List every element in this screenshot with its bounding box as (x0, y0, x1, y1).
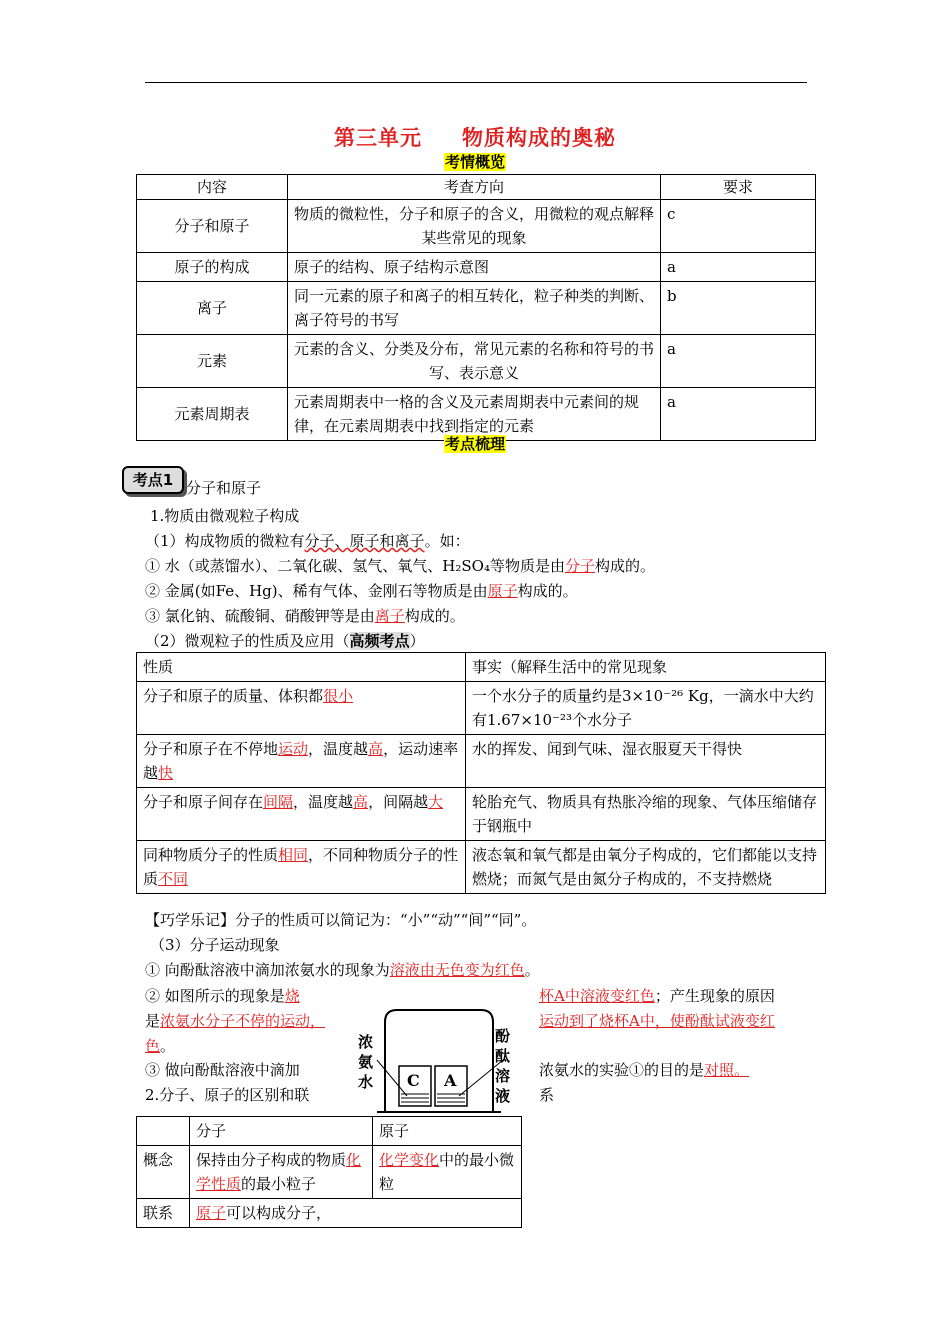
table-row: 原子的构成 原子的结构、原子结构示意图 a (137, 253, 816, 282)
section-heading-overview: 考情概览 (444, 153, 505, 171)
text-line: 浓氨水的实验①的目的是对照。 (539, 1061, 750, 1079)
text-line: 是浓氨水分子不停的运动， (145, 1012, 326, 1030)
table-row: 同种物质分子的性质相同，不同种物质分子的性质不同 液态氧和氧气都是由氧分子构成的，它们都能以支持燃烧；而氮气是由氮分子构成的，不支持燃烧 (137, 841, 826, 894)
text-line: ③ 氯化钠、硫酸铜、硝酸钾等是由离子构成的。 (145, 607, 465, 625)
text-line: ① 向酚酞溶液中滴加浓氨水的现象为溶液由无色变为红色。 (145, 961, 540, 979)
table-row: 分子和原子间存在间隔，温度越高，间隔越大 轮胎充气、物质具有热胀冷缩的现象、气体压缩储存于钢瓶中 (137, 788, 826, 841)
header-rule (145, 82, 807, 83)
table-row: 元素周期表 元素周期表中一格的含义及元素周期表中元素间的规律，在元素周期表中找到指定的元素 a (137, 388, 816, 441)
text-line: （2）微观粒子的性质及应用（高频考点） (145, 632, 425, 650)
figure-label-phenolphthalein: 酚酞溶液 (495, 1027, 511, 1105)
figure-label-ammonia: 浓氨水 (358, 1033, 374, 1091)
text-line: 2.分子、原子的区别和联 (145, 1086, 310, 1104)
text-line: ② 金属(如Fe、Hg)、稀有气体、金刚石等物质是由原子构成的。 (145, 582, 578, 600)
table-row: 分子和原子在不停地运动，温度越高，运动速率越快 水的挥发、闻到气味、湿衣服夏天干得快 (137, 735, 826, 788)
text-line: 1.物质由微观粒子构成 (150, 507, 300, 525)
table-row: 分子和原子 物质的微粒性，分子和原子的含义，用微粒的观点解释某些常见的现象 c (137, 200, 816, 253)
text-line: 系 (539, 1086, 555, 1104)
table-row: 元素 元素的含义、分类及分布，常见元素的名称和符号的书写、表示意义 a (137, 335, 816, 388)
table-row: 分子和原子的质量、体积都很小 一个水分子的质量约是3×10⁻²⁶ Kg，一滴水中大约有1.67×10⁻²³个水分子 (137, 682, 826, 735)
text-line: 色。 (145, 1037, 176, 1055)
point-badge: 考点1 (122, 466, 184, 494)
text-line: （1）构成物质的微粒有分子、原子和离子。如： (145, 532, 470, 550)
mnemonic-text: 【巧学乐记】分子的性质可以简记为：“小”“动”“间”“同”。 (145, 911, 537, 929)
text-line: 杯A中溶液变红色；产生现象的原因 (539, 987, 775, 1005)
table-row: 离子 同一元素的原子和离子的相互转化，粒子种类的判断、离子符号的书写 b (137, 282, 816, 335)
text-line: 运动到了烧杯A中，使酚酞试液变红 (539, 1012, 775, 1030)
beaker-c-label: C (407, 1071, 420, 1090)
beaker-a-label: A (444, 1071, 457, 1090)
text-line: ③ 做向酚酞溶液中滴加 (145, 1061, 300, 1079)
compare-table: 分子 原子 概念 保持由分子构成的物质化学性质的最小粒子 化学变化中的最小微粒 联系 原子可以构成分子， (136, 1116, 522, 1228)
section-heading-points: 考点梳理 (444, 435, 505, 453)
point-title: 分子和原子 (186, 479, 262, 497)
table-row: 概念 保持由分子构成的物质化学性质的最小粒子 化学变化中的最小微粒 (137, 1146, 522, 1199)
table-row: 联系 原子可以构成分子， (137, 1199, 522, 1228)
text-line: ② 如图所示的现象是烧 (145, 987, 300, 1005)
text-line: ① 水（或蒸馏水）、二氧化碳、氢气、氧气、H₂SO₄等物质是由分子构成的。 (145, 557, 655, 575)
overview-table: 内容 考查方向 要求 分子和原子 物质的微粒性，分子和原子的含义，用微粒的观点解释某些常见的现象 c 原子的构成 原子的结构、原子结构示意图 a 离子 同一元素的原子和离子的相互转化，粒子种类的判断、离子符号的书写 b 元素 元素的含义、分类及分布，常见元素的名称和符号的书写、表示意义 a 元素周期表 元素周期表中一格的含义及元素周期表中元素间的规律，在元素周期表中找到指定的元素 a (136, 174, 816, 441)
text-line: （3）分子运动现象 (150, 936, 280, 954)
page-title: 第三单元 物质构成的奥秘 (334, 126, 616, 150)
properties-table: 性质 事实（解释生活中的常见现象 分子和原子的质量、体积都很小 一个水分子的质量约是3×10⁻²⁶ Kg，一滴水中大约有1.67×10⁻²³个水分子 分子和原子在不停地运动，温度越高，运动速率越快 水的挥发、闻到气味、湿衣服夏天干得快 分子和原子间存在间隔，温度越高，间隔越大 轮胎充气、物质具有热胀冷缩的现象、气体压缩储存于钢瓶中 同种物质分子的性质相同，不同种物质分子的性质不同 液态氧和氧气都是由氧分子构成的，它们都能以支持燃烧；而氮气是由氮分子构成的，不支持燃烧 (136, 652, 826, 894)
